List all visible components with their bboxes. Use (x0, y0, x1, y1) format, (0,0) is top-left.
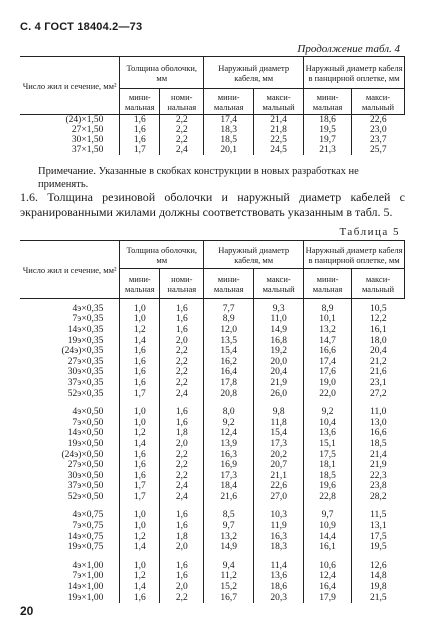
page-number: 20 (20, 604, 34, 618)
spacer-cell (204, 502, 254, 510)
cell-value: 10,6 (304, 561, 352, 572)
cell-value: 1,0 (120, 510, 160, 521)
cell-value: 1,6 (160, 417, 204, 428)
cell-value: 1,7 (120, 481, 160, 492)
cell-value: 16,6 (304, 346, 352, 357)
cell-value: 11,4 (254, 561, 304, 572)
table-row (20, 388, 405, 399)
table-row (20, 325, 405, 336)
cell-value: 18,5 (204, 135, 254, 145)
cell-value: 27,0 (254, 492, 304, 503)
cell-value: 1,0 (120, 304, 160, 315)
cell-value: 16,6 (352, 428, 405, 439)
spacer-cell (254, 399, 304, 407)
cell-value: 2,2 (160, 356, 204, 367)
cell-conductors: 27э×0,35 (67, 356, 104, 367)
cell-conductors: 19э×0,75 (67, 542, 104, 553)
spacer-cell (304, 399, 352, 407)
table-row (20, 115, 405, 126)
cell-value: 13,2 (204, 531, 254, 542)
spacer-cell (352, 553, 405, 561)
cell-value: 1,7 (120, 388, 160, 399)
table-row (20, 492, 405, 503)
cell-value: 8,9 (304, 304, 352, 315)
cell-value: 10,4 (304, 417, 352, 428)
subheader-max: макси-мальный (352, 89, 405, 115)
cell-value: 16,3 (204, 449, 254, 460)
cell-value: 27,2 (352, 388, 405, 399)
table-5-body (20, 299, 405, 603)
cell-value: 18,4 (204, 481, 254, 492)
table-row (20, 125, 405, 135)
cell-value: 2,2 (160, 592, 204, 603)
header-outer-diameter: Наружный диаметр кабеля, мм (204, 57, 304, 89)
cell-value: 20,2 (254, 449, 304, 460)
cell-value: 22,6 (254, 481, 304, 492)
cell-value: 17,3 (254, 439, 304, 450)
cell-value: 22,3 (352, 470, 405, 481)
cell-value: 1,6 (120, 115, 160, 126)
cell-value: 2,2 (160, 125, 204, 135)
spacer-cell (254, 553, 304, 561)
cell-value: 2,2 (160, 470, 204, 481)
cell-conductors: 14э×1,00 (67, 582, 104, 593)
cell-value: 17,4 (204, 115, 254, 126)
cell-value: 1,6 (120, 125, 160, 135)
cell-value: 1,0 (120, 561, 160, 572)
cell-value: 20,1 (204, 145, 254, 155)
cell-value: 9,7 (304, 510, 352, 521)
header-conductors: Число жил и сечение, мм² (20, 241, 120, 299)
cell-value: 2,2 (160, 378, 204, 389)
cell-value: 19,8 (352, 582, 405, 593)
cell-value: 21,5 (352, 592, 405, 603)
cell-value: 1,7 (120, 145, 160, 155)
cell-value: 13,0 (352, 417, 405, 428)
subheader-min: мини-мальная (204, 89, 254, 115)
header-sheath-thickness: Толщина оболочки, мм (120, 241, 204, 269)
cell-value: 1,2 (120, 325, 160, 336)
cell-value: 13,5 (204, 335, 254, 346)
subheader-nom: номи-нальная (160, 269, 204, 299)
table-row (20, 428, 405, 439)
cell-value: 1,4 (120, 335, 160, 346)
cell-value: 17,5 (304, 449, 352, 460)
cell-value: 14,4 (304, 531, 352, 542)
cell-conductors: 52э×0,35 (67, 388, 104, 399)
paragraph-1-6: 1.6. Толщина резиновой оболочки и наружный диаметр кабелей с экранированными жилами должны соответствовать указанным в табл. 5. (20, 190, 405, 219)
cell-value: 1,6 (120, 470, 160, 481)
cell-value: 20,4 (352, 346, 405, 357)
cell-value: 19,0 (304, 378, 352, 389)
cell-value: 1,6 (160, 521, 204, 532)
table-continuation-label: Продолжение табл. 4 (297, 43, 400, 55)
cell-value: 16,3 (254, 531, 304, 542)
cell-value: 20,0 (254, 356, 304, 367)
spacer-cell (352, 399, 405, 407)
cell-value: 16,7 (204, 592, 254, 603)
cell-value: 11,8 (254, 417, 304, 428)
cell-value: 21,4 (254, 115, 304, 126)
cell-value: 15,4 (204, 346, 254, 357)
cell-value: 11,2 (204, 571, 254, 582)
table-4-body (20, 115, 405, 156)
cell-value: 25,7 (352, 145, 405, 155)
cell-conductors: 4э×0,35 (72, 303, 104, 314)
cell-conductors: 4э×1,00 (72, 560, 104, 571)
cell-value: 1,4 (120, 542, 160, 553)
cell-value: 18,3 (254, 542, 304, 553)
cell-value: 14,9 (204, 542, 254, 553)
group-spacer (20, 553, 405, 561)
table-row (20, 510, 405, 521)
cell-value: 21,6 (352, 367, 405, 378)
spacer-cell (20, 399, 120, 407)
cell-value: 18,3 (204, 125, 254, 135)
spacer-cell (120, 399, 160, 407)
cell-value: 15,4 (254, 428, 304, 439)
cell-value: 1,6 (120, 367, 160, 378)
cell-value: 1,6 (120, 449, 160, 460)
cell-value: 21,3 (304, 145, 352, 155)
cell-value: 1,4 (120, 439, 160, 450)
cell-value: 23,0 (352, 125, 405, 135)
cell-value: 1,6 (120, 378, 160, 389)
table-row (20, 145, 405, 155)
table-row (20, 582, 405, 593)
cell-value: 12,4 (204, 428, 254, 439)
cell-value: 12,2 (352, 314, 405, 325)
cell-value: 19,7 (304, 135, 352, 145)
cell-value: 2,2 (160, 367, 204, 378)
cell-value: 1,6 (160, 571, 204, 582)
cell-value: 9,3 (254, 304, 304, 315)
cell-value: 9,2 (304, 407, 352, 418)
page-header: С. 4 ГОСТ 18404.2—73 (20, 21, 143, 33)
cell-value: 7,7 (204, 304, 254, 315)
cell-conductors: 30э×0,50 (67, 470, 104, 481)
group-spacer (20, 502, 405, 510)
cell-conductors: 14э×0,50 (67, 428, 104, 439)
spacer-cell (352, 502, 405, 510)
cell-value: 9,4 (204, 561, 254, 572)
cell-value: 1,6 (120, 460, 160, 471)
cell-value: 16,1 (352, 325, 405, 336)
cell-value: 13,9 (204, 439, 254, 450)
table-row (20, 561, 405, 572)
cell-value: 12,6 (352, 561, 405, 572)
table-row (20, 378, 405, 389)
cell-value: 1,2 (120, 571, 160, 582)
cell-value: 20,3 (254, 592, 304, 603)
cell-value: 9,2 (204, 417, 254, 428)
cell-conductors: 37э×0,50 (67, 481, 104, 492)
cell-value: 20,8 (204, 388, 254, 399)
cell-value: 19,2 (254, 346, 304, 357)
cell-value: 8,0 (204, 407, 254, 418)
subheader-max: макси-мальный (254, 89, 304, 115)
table-5-caption: Таблица 5 (339, 226, 400, 238)
table-row (20, 135, 405, 145)
table-row (20, 356, 405, 367)
subheader-nom: номи-нальная (160, 89, 204, 115)
table-row (20, 571, 405, 582)
cell-value: 21,4 (352, 449, 405, 460)
spacer-cell (120, 553, 160, 561)
cell-value: 1,0 (120, 407, 160, 418)
subheader-min: мини-мальная (120, 89, 160, 115)
cell-value: 1,6 (160, 314, 204, 325)
cell-value: 17,3 (204, 470, 254, 481)
cell-value: 8,9 (204, 314, 254, 325)
cell-value: 22,0 (304, 388, 352, 399)
cell-value: 1,8 (160, 531, 204, 542)
cell-value: 17,8 (204, 378, 254, 389)
cell-value: 2,0 (160, 542, 204, 553)
table-row (20, 542, 405, 553)
cell-conductors: 37э×0,35 (67, 377, 104, 388)
cell-value: 16,8 (254, 335, 304, 346)
cell-value: 1,6 (120, 592, 160, 603)
cell-value: 13,6 (304, 428, 352, 439)
cell-value: 21,2 (352, 356, 405, 367)
cell-value: 10,5 (352, 304, 405, 315)
cell-value: 23,7 (352, 135, 405, 145)
cell-value: 10,9 (304, 521, 352, 532)
cell-value: 12,0 (204, 325, 254, 336)
header-armored-diameter: Наружный диаметр кабеля в панцирной оплетке, мм (304, 241, 405, 269)
subheader-max: макси-мальный (254, 269, 304, 299)
table-row (20, 417, 405, 428)
cell-value: 14,8 (352, 571, 405, 582)
cell-value: 17,9 (304, 592, 352, 603)
cell-value: 9,7 (204, 521, 254, 532)
cell-value: 16,4 (204, 367, 254, 378)
cell-value: 18,1 (304, 460, 352, 471)
cell-value: 2,0 (160, 439, 204, 450)
note (20, 165, 405, 191)
cell-conductors: 7э×0,50 (72, 417, 104, 428)
cell-value: 1,6 (160, 561, 204, 572)
cell-value: 20,4 (254, 367, 304, 378)
cell-value: 15,1 (304, 439, 352, 450)
cell-value: 23,1 (352, 378, 405, 389)
cell-conductors: 7э×0,35 (72, 314, 104, 325)
cell-conductors: 4э×0,75 (72, 510, 104, 521)
cell-value: 21,1 (254, 470, 304, 481)
cell-value: 10,3 (254, 510, 304, 521)
cell-value: 19,5 (352, 542, 405, 553)
cell-conductors: 27э×0,50 (67, 460, 104, 471)
cell-value: 2,2 (160, 449, 204, 460)
cell-value: 1,6 (120, 356, 160, 367)
table-row (20, 521, 405, 532)
cell-value: 11,9 (254, 521, 304, 532)
cell-value: 9,8 (254, 407, 304, 418)
cell-value: 8,5 (204, 510, 254, 521)
spacer-cell (160, 502, 204, 510)
cell-value: 17,4 (304, 356, 352, 367)
cell-conductors: 27×1,50 (71, 125, 104, 135)
cell-value: 18,6 (304, 115, 352, 126)
cell-value: 1,6 (160, 325, 204, 336)
cell-value: 1,8 (160, 428, 204, 439)
cell-value: 24,5 (254, 145, 304, 155)
header-outer-diameter: Наружный диаметр кабеля, мм (204, 241, 304, 269)
cell-conductors: 30×1,50 (71, 135, 104, 145)
spacer-cell (254, 502, 304, 510)
table-row (20, 481, 405, 492)
note-text: Примечание. Указанные в скобках конструкции в новых разработках не применять. (38, 166, 359, 190)
cell-value: 18,0 (352, 335, 405, 346)
subheader-min: мини-мальная (204, 269, 254, 299)
cell-value: 1,6 (160, 510, 204, 521)
cell-value: 21,6 (204, 492, 254, 503)
cell-value: 2,4 (160, 481, 204, 492)
cell-value: 20,7 (254, 460, 304, 471)
cell-value: 18,6 (254, 582, 304, 593)
cell-value: 19,6 (304, 481, 352, 492)
cell-conductors: 7э×1,00 (72, 571, 104, 582)
header-armored-diameter: Наружный диаметр кабеля в панцирной оплетке, мм (304, 57, 405, 89)
cell-value: 16,2 (204, 356, 254, 367)
cell-value: 13,1 (352, 521, 405, 532)
cell-value: 23,8 (352, 481, 405, 492)
table-row (20, 460, 405, 471)
spacer-cell (160, 399, 204, 407)
cell-value: 21,9 (254, 378, 304, 389)
cell-value: 2,2 (160, 135, 204, 145)
cell-value: 16,4 (304, 582, 352, 593)
cell-value: 17,6 (304, 367, 352, 378)
cell-value: 2,4 (160, 492, 204, 503)
cell-value: 14,9 (254, 325, 304, 336)
spacer-cell (20, 502, 120, 510)
cell-value: 18,5 (352, 439, 405, 450)
cell-value: 16,1 (304, 542, 352, 553)
cell-value: 11,5 (352, 510, 405, 521)
cell-conductors: 4э×0,50 (72, 407, 104, 418)
header-sheath-thickness: Толщина оболочки, мм (120, 57, 204, 89)
table-5 (20, 240, 405, 603)
cell-value: 2,2 (160, 115, 204, 126)
cell-value: 1,0 (120, 521, 160, 532)
cell-conductors: 37×1,50 (71, 145, 104, 155)
cell-value: 2,2 (160, 346, 204, 357)
table-row (20, 346, 405, 357)
cell-value: 1,6 (160, 407, 204, 418)
cell-value: 14,7 (304, 335, 352, 346)
cell-conductors: (24э)×0,50 (61, 449, 104, 460)
cell-value: 11,0 (352, 407, 405, 418)
cell-conductors: 14э×0,35 (67, 324, 104, 335)
spacer-cell (304, 553, 352, 561)
cell-conductors: 14э×0,75 (67, 531, 104, 542)
cell-value: 22,5 (254, 135, 304, 145)
subheader-min: мини-мальная (120, 269, 160, 299)
table-row (20, 592, 405, 603)
table-4 (20, 56, 405, 155)
cell-value: 22,6 (352, 115, 405, 126)
table-row (20, 449, 405, 460)
cell-value: 13,6 (254, 571, 304, 582)
spacer-cell (204, 553, 254, 561)
table-row (20, 367, 405, 378)
cell-value: 17,5 (352, 531, 405, 542)
cell-value: 12,4 (304, 571, 352, 582)
cell-value: 1,7 (120, 492, 160, 503)
spacer-cell (204, 399, 254, 407)
cell-value: 16,9 (204, 460, 254, 471)
group-spacer (20, 399, 405, 407)
cell-value: 21,9 (352, 460, 405, 471)
cell-conductors: 7э×0,75 (72, 521, 104, 532)
cell-value: 2,0 (160, 335, 204, 346)
table-row (20, 407, 405, 418)
cell-value: 13,2 (304, 325, 352, 336)
cell-conductors: 19э×0,50 (67, 438, 104, 449)
cell-conductors: 30э×0,35 (67, 367, 104, 378)
spacer-cell (160, 553, 204, 561)
cell-value: 1,0 (120, 314, 160, 325)
cell-value: 1,6 (160, 304, 204, 315)
cell-value: 15,2 (204, 582, 254, 593)
spacer-cell (304, 502, 352, 510)
cell-value: 1,6 (120, 135, 160, 145)
cell-value: 2,2 (160, 460, 204, 471)
subheader-min: мини-мальная (304, 89, 352, 115)
subheader-min: мини-мальная (304, 269, 352, 299)
cell-value: 1,2 (120, 428, 160, 439)
cell-value: 19,5 (304, 125, 352, 135)
cell-conductors: 19э×1,00 (67, 592, 104, 603)
table-row (20, 531, 405, 542)
header-conductors: Число жил и сечение, мм² (20, 57, 120, 115)
spacer-cell (120, 502, 160, 510)
cell-value: 10,1 (304, 314, 352, 325)
table-row (20, 470, 405, 481)
cell-value: 22,8 (304, 492, 352, 503)
cell-value: 18,5 (304, 470, 352, 481)
table-row (20, 314, 405, 325)
cell-value: 21,8 (254, 125, 304, 135)
cell-value: 1,6 (120, 346, 160, 357)
cell-conductors: 19э×0,35 (67, 335, 104, 346)
spacer-cell (20, 553, 120, 561)
table-row (20, 304, 405, 315)
table-row (20, 335, 405, 346)
cell-value: 2,0 (160, 582, 204, 593)
cell-value: 2,4 (160, 388, 204, 399)
cell-value: 28,2 (352, 492, 405, 503)
subheader-max: макси-мальный (352, 269, 405, 299)
cell-value: 1,0 (120, 417, 160, 428)
cell-value: 11,0 (254, 314, 304, 325)
cell-value: 26,0 (254, 388, 304, 399)
cell-value: 1,2 (120, 531, 160, 542)
cell-conductors: 52э×0,50 (67, 491, 104, 502)
cell-value: 1,4 (120, 582, 160, 593)
cell-conductors: (24э)×0,35 (61, 346, 104, 357)
table-row (20, 439, 405, 450)
cell-value: 2,4 (160, 145, 204, 155)
cell-conductors: (24)×1,50 (65, 115, 104, 125)
